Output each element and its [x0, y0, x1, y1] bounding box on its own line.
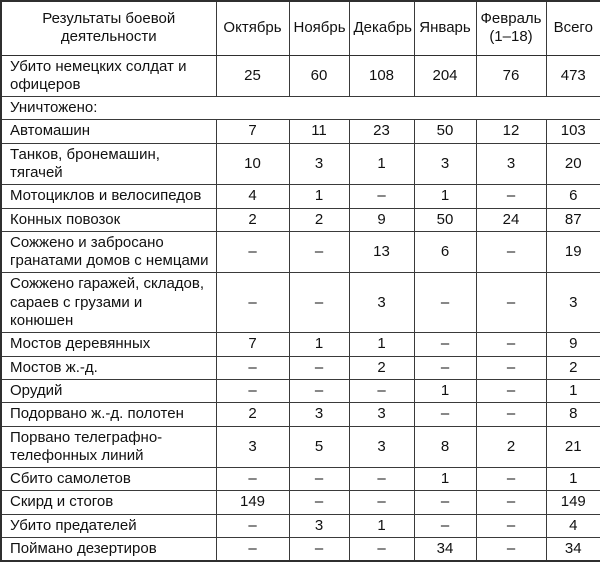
value-cell: 2	[289, 208, 349, 231]
value-cell: 2	[546, 356, 600, 379]
table-row	[1, 538, 600, 562]
value-cell: –	[289, 491, 349, 514]
row-label: Сбито самолетов	[1, 468, 216, 491]
row-label: Мостов деревянных	[1, 333, 216, 356]
value-cell: 13	[349, 231, 414, 273]
value-cell: 1	[349, 143, 414, 185]
table-row	[1, 379, 600, 402]
value-cell: 3	[476, 143, 546, 185]
value-cell: 1	[289, 185, 349, 208]
section-label: Уничтожено:	[1, 97, 600, 120]
value-cell: –	[414, 273, 476, 333]
value-cell: –	[476, 273, 546, 333]
value-cell: 24	[476, 208, 546, 231]
table-row	[1, 333, 600, 356]
section-row	[1, 97, 600, 120]
row-label: Сожжено гаражей, складов, сараев с грузами и конюшен	[1, 273, 216, 333]
value-cell: 20	[546, 143, 600, 185]
row-label: Скирд и стогов	[1, 491, 216, 514]
value-cell: 1	[414, 468, 476, 491]
value-cell: –	[289, 273, 349, 333]
value-cell: 7	[216, 120, 289, 143]
row-label: Танков, бронемашин, тягачей	[1, 143, 216, 185]
value-cell: –	[289, 468, 349, 491]
value-cell: –	[216, 538, 289, 562]
value-cell: 1	[349, 333, 414, 356]
value-cell: 3	[349, 273, 414, 333]
value-cell: 3	[349, 403, 414, 426]
value-cell: 2	[476, 426, 546, 468]
value-cell: 11	[289, 120, 349, 143]
value-cell: 3	[289, 514, 349, 537]
row-label: Убито немецких солдат и офицеров	[1, 55, 216, 97]
table-row	[1, 55, 600, 97]
value-cell: –	[216, 273, 289, 333]
value-cell: –	[414, 514, 476, 537]
value-cell: 3	[289, 403, 349, 426]
table-row	[1, 143, 600, 185]
value-cell: –	[216, 468, 289, 491]
value-cell: 12	[476, 120, 546, 143]
table-row	[1, 468, 600, 491]
column-header-4: Январь	[414, 1, 476, 55]
row-label: Автомашин	[1, 120, 216, 143]
value-cell: 23	[349, 120, 414, 143]
table-row	[1, 273, 600, 333]
value-cell: 19	[546, 231, 600, 273]
table-row	[1, 120, 600, 143]
value-cell: 2	[349, 356, 414, 379]
table-row	[1, 208, 600, 231]
value-cell: 3	[216, 426, 289, 468]
value-cell: –	[289, 356, 349, 379]
value-cell: 1	[289, 333, 349, 356]
value-cell: 76	[476, 55, 546, 97]
value-cell: –	[289, 379, 349, 402]
column-header-3: Декабрь	[349, 1, 414, 55]
table-row	[1, 514, 600, 537]
row-label: Порвано телеграфно-телефонных линий	[1, 426, 216, 468]
value-cell: –	[349, 185, 414, 208]
value-cell: 10	[216, 143, 289, 185]
value-cell: 8	[414, 426, 476, 468]
column-header-5: Февраль (1–18)	[476, 1, 546, 55]
value-cell: 3	[414, 143, 476, 185]
value-cell: 149	[216, 491, 289, 514]
value-cell: 1	[546, 379, 600, 402]
value-cell: 7	[216, 333, 289, 356]
row-label: Конных повозок	[1, 208, 216, 231]
value-cell: 34	[414, 538, 476, 562]
table-row	[1, 403, 600, 426]
row-label: Мостов ж.-д.	[1, 356, 216, 379]
table-row	[1, 356, 600, 379]
value-cell: 3	[289, 143, 349, 185]
value-cell: 2	[216, 208, 289, 231]
value-cell: –	[476, 538, 546, 562]
value-cell: –	[476, 403, 546, 426]
value-cell: –	[349, 379, 414, 402]
row-label: Орудий	[1, 379, 216, 402]
value-cell: 6	[546, 185, 600, 208]
row-label: Подорвано ж.-д. полотен	[1, 403, 216, 426]
value-cell: 149	[546, 491, 600, 514]
value-cell: 9	[546, 333, 600, 356]
value-cell: 4	[216, 185, 289, 208]
value-cell: –	[216, 356, 289, 379]
value-cell: –	[414, 403, 476, 426]
value-cell: –	[349, 491, 414, 514]
row-label: Поймано дезертиров	[1, 538, 216, 562]
value-cell: –	[289, 231, 349, 273]
value-cell: 1	[546, 468, 600, 491]
value-cell: 1	[414, 379, 476, 402]
column-header-1: Октябрь	[216, 1, 289, 55]
column-header-6: Всего	[546, 1, 600, 55]
table-row	[1, 185, 600, 208]
value-cell: 108	[349, 55, 414, 97]
table-row	[1, 491, 600, 514]
value-cell: 6	[414, 231, 476, 273]
value-cell: –	[216, 231, 289, 273]
row-label: Мотоциклов и велосипедов	[1, 185, 216, 208]
value-cell: 5	[289, 426, 349, 468]
value-cell: 4	[546, 514, 600, 537]
table-row	[1, 426, 600, 468]
value-cell: –	[476, 185, 546, 208]
row-label: Убито предателей	[1, 514, 216, 537]
value-cell: 9	[349, 208, 414, 231]
table-row	[1, 231, 600, 273]
results-column-header: Результаты боевой деятельности	[1, 1, 216, 55]
value-cell: –	[476, 333, 546, 356]
header-row	[1, 1, 600, 55]
value-cell: 34	[546, 538, 600, 562]
value-cell: 25	[216, 55, 289, 97]
value-cell: 2	[216, 403, 289, 426]
value-cell: 21	[546, 426, 600, 468]
column-header-2: Ноябрь	[289, 1, 349, 55]
value-cell: 50	[414, 208, 476, 231]
value-cell: 3	[546, 273, 600, 333]
value-cell: 204	[414, 55, 476, 97]
value-cell: –	[476, 468, 546, 491]
value-cell: 60	[289, 55, 349, 97]
value-cell: –	[349, 538, 414, 562]
value-cell: 3	[349, 426, 414, 468]
value-cell: –	[216, 379, 289, 402]
value-cell: 8	[546, 403, 600, 426]
value-cell: 1	[414, 185, 476, 208]
value-cell: 1	[349, 514, 414, 537]
value-cell: –	[476, 356, 546, 379]
value-cell: 87	[546, 208, 600, 231]
value-cell: –	[414, 491, 476, 514]
value-cell: –	[476, 491, 546, 514]
value-cell: 103	[546, 120, 600, 143]
value-cell: 50	[414, 120, 476, 143]
value-cell: –	[476, 379, 546, 402]
value-cell: 473	[546, 55, 600, 97]
value-cell: –	[349, 468, 414, 491]
value-cell: –	[476, 231, 546, 273]
value-cell: –	[414, 356, 476, 379]
table-body	[1, 55, 600, 561]
value-cell: –	[414, 333, 476, 356]
row-label: Сожжено и забросано гранатами домов с немцами	[1, 231, 216, 273]
value-cell: –	[289, 538, 349, 562]
value-cell: –	[216, 514, 289, 537]
value-cell: –	[476, 514, 546, 537]
